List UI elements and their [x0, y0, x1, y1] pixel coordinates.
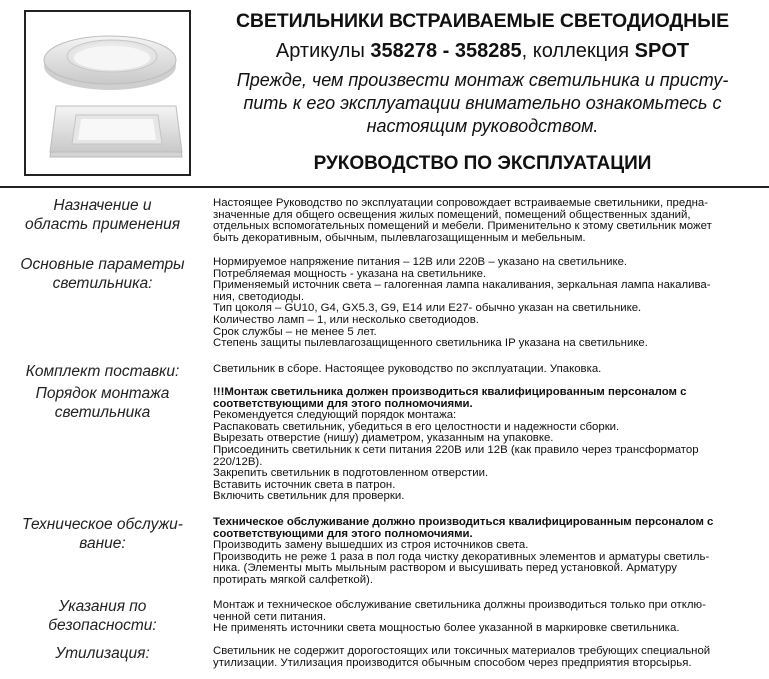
product-photo: [24, 10, 191, 176]
intro-note-line: пить к его эксплуатации внимательно ознакомьтесь с: [243, 93, 722, 113]
header-divider: [0, 186, 769, 188]
section-label: Порядок монтажа светильника: [35, 385, 170, 421]
intro-note-line: Прежде, чем произвести монтаж светильника и присту-: [236, 70, 729, 90]
intro-note-line: настоящим руководством.: [366, 116, 599, 136]
section-label: Назначение и область применения: [24, 197, 181, 233]
section-label: Комплект поставки:: [25, 363, 180, 380]
articles-line: [196, 39, 769, 63]
section-body: Светильник в сборе. Настоящее руководство по эксплуатации. Упаковка.: [213, 363, 602, 375]
section-body: Нормируемое напряжение питания – 12В или 220В – указано на светильнике. Потребляемая мощность - указана на светильнике. Применяемый источник света – галогенная лампа накаливания, зеркальная лампа накалива- ния, светодиоды. Тип цоколя – GU10, G4, GX5.3, G9, E14 или E27- обычно указан на светильнике. Количество ламп – 1, или несколько светодиодов. Срок службы – не менее 5 лет. Степень защиты пылевлагозащищенного светильника IP указана на светильнике.: [213, 256, 711, 350]
articles-mid: , коллекция: [521, 40, 635, 62]
articles-range: 358278 - 358285: [370, 40, 522, 62]
collection-name: SPOT: [634, 40, 690, 62]
section-label: Указания по безопасности:: [48, 598, 157, 634]
section-label: Основные параметры светильника:: [20, 256, 185, 292]
section-body: Настоящее Руководство по эксплуатации сопровождает встраиваемые светильники, предна- значенные для общего освещения жилых помещений, помещений общественных зданий, отдельных вспомогательных помещений и мебели. Применительно к этому светильник может быть декоративным, обычным, пылевлагозащищенным и мебельным.: [213, 197, 712, 244]
section-label: Утилизация:: [55, 645, 150, 662]
document-header: [196, 10, 769, 175]
articles-prefix: Артикулы: [275, 40, 371, 62]
section-label: Техническое обслужи- вание:: [22, 516, 183, 552]
section-body: Монтаж и техническое обслуживание светильника должны производиться только при отклю- ченной сети питания. Не применять источники света мощностью более указанной в маркировке светильника.: [213, 599, 706, 635]
section-body: Техническое обслуживание должно производиться квалифицированным персоналом с соответствующими для этого полномочиями. Производить замену вышедших из строя источников света. Производить не реже 1 раза в пол года чистку декоративных элементов и арматуры светиль- ника. (Элементы мыть мыльным раствором и высушивать перед установкой. Арматуру протирать мягкой салфеткой).: [213, 516, 714, 586]
document-title: СВЕТИЛЬНИКИ ВСТРАИВАЕМЫЕ СВЕТОДИОДНЫЕ: [235, 10, 730, 32]
round-downlight-icon: [44, 36, 176, 90]
product-illustration: [26, 12, 189, 174]
intro-note: [196, 69, 769, 138]
manual-title: РУКОВОДСТВО ПО ЭКСПЛУАТАЦИИ: [313, 153, 652, 174]
section-body: !!!Монтаж светильника должен производиться квалифицированным персоналом с соответствующими для этого полномочиями. Рекомендуется следующий порядок монтажа: Распаковать светильник, убедиться в его целостности и надежности сборки. Вырезать отверстие (нишу) диаметром, указанным на упаковке. Присоединить светильник к сети питания 220В или 12В (как правило через трансформатор 220/12В). Закрепить светильник в подготовленном отверстии. Вставить источник света в патрон. Включить светильник для проверки.: [213, 386, 699, 503]
square-downlight-icon: [50, 106, 182, 157]
section-body: Светильник не содержит дорогостоящих или токсичных материалов требующих специальной утилизации. Утилизация производится обычным способом через предприятия вторсырья.: [213, 645, 711, 669]
